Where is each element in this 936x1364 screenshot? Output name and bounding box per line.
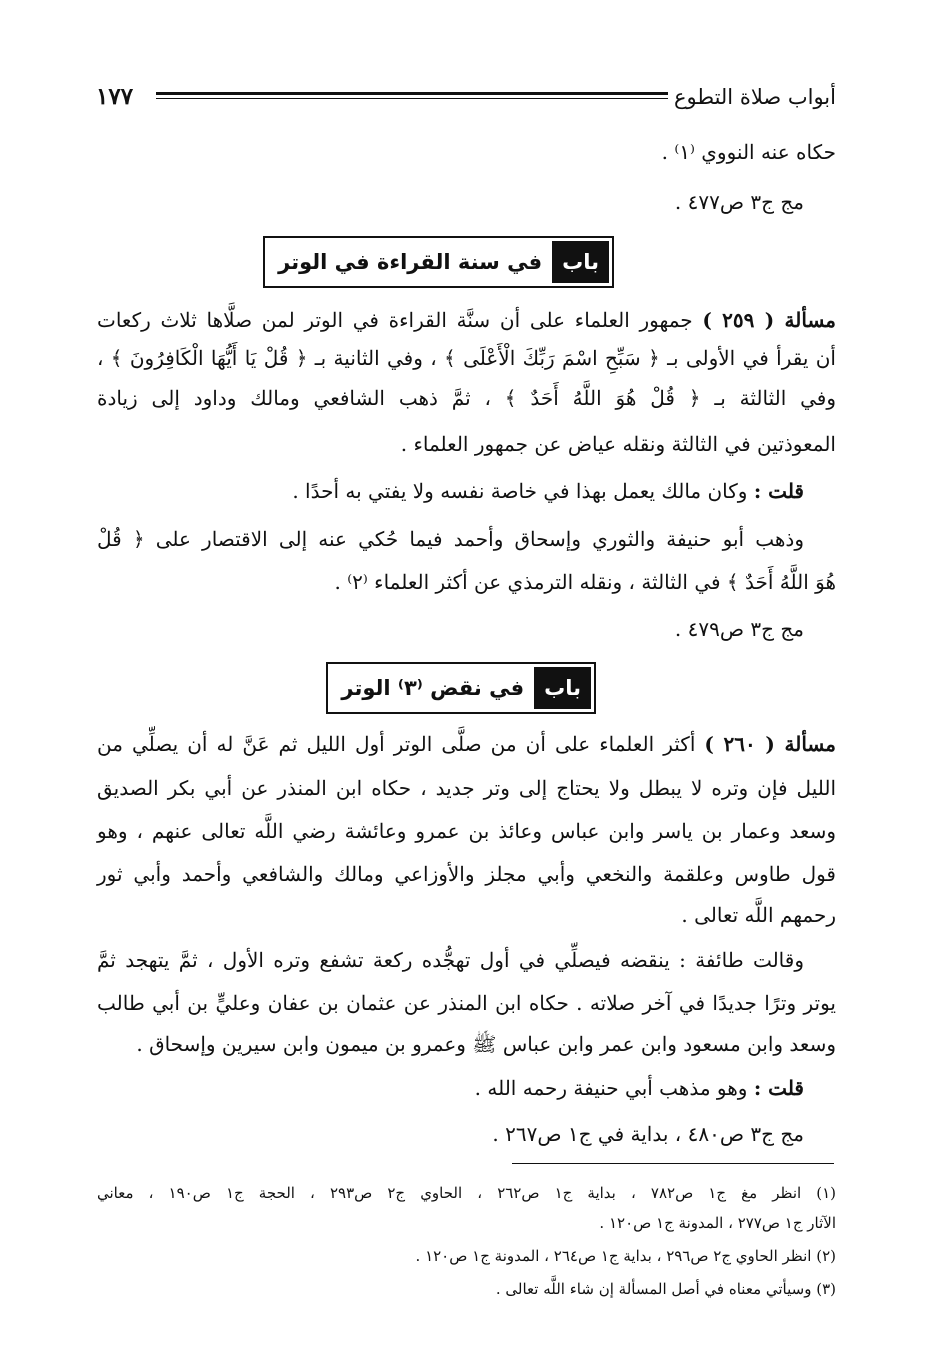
note-paragraph	[475, 1070, 804, 1106]
text-line: وسعد وابن مسعود وابن عمر وابن عباس ﷺ وعمرو بن ميمون وابن سيرين وإسحاق .	[136, 1032, 836, 1056]
text-line: المعوذتين في الثالثة ونقله عياض عن جمهور العلماء .	[400, 432, 836, 456]
paragraph-text: جمهور العلماء على أن سنَّة القراءة في الوتر لمن صلَّاها ثلاث ركعات	[97, 308, 693, 332]
header-title: أبواب صلاة التطوع	[673, 85, 836, 109]
footnote: (٣) وسيأتي معناه في أصل المسألة إن شاء اللَّه تعالى .	[495, 1280, 836, 1298]
text-line: هُوَ اللَّهُ أَحَدٌ ﴾ في الثالثة ، ونقله الترمذي عن أكثر العلماء ⁽٢⁾ .	[334, 570, 836, 594]
masala-label: مسألة ( ٢٥٩ )	[702, 308, 836, 332]
masala-label: مسألة ( ٢٦٠ )	[704, 732, 836, 756]
text-line: رحمهم اللَّه تعالى .	[681, 903, 836, 927]
chapter-heading-box	[326, 662, 596, 714]
text-line: وفي الثالثة بـ ﴿ قُلْ هُوَ اللَّهُ أَحَدٌ ﴾ ، ثمَّ ذهب الشافعي ومالك وداود إلى زيادة	[97, 386, 836, 410]
masala-paragraph	[97, 302, 836, 338]
note-label: قلت :	[753, 479, 804, 503]
text-line: وسعد وعمار بن ياسر وابن عباس وعائذ بن عمرو وعائشة رضي اللَّه تعالى عنهم ، وهو	[97, 819, 836, 843]
footnote-separator	[512, 1163, 834, 1164]
source-reference: مج ج٣ ص٤٨٠ ، بداية في ج١ ص٢٦٧ .	[492, 1122, 804, 1146]
running-header	[96, 82, 836, 112]
text-line: حكاه عنه النووي ⁽١⁾ .	[661, 140, 836, 164]
chapter-title: في نقض ⁽٣⁾ الوتر	[341, 676, 525, 700]
chapter-title: في سنة القراءة في الوتر	[278, 250, 543, 274]
page-number: ١٧٧	[96, 83, 134, 110]
text-line: أن يقرأ في الأولى بـ ﴿ سَبِّحِ اسْمَ رَبِّكَ الْأَعْلَى ﴾ ، وفي الثانية بـ ﴿ قُلْ يَا أَيُّهَا الْكَافِرُونَ ﴾ ،	[97, 346, 836, 370]
paragraph-text: أكثر العلماء على أن من صلَّى الوتر أول الليل ثم عَنَّ له أن يصلِّي من	[97, 732, 696, 756]
footnote: (٢) انظر الحاوي ج٢ ص٢٩٦ ، بداية ج١ ص٢٦٤ ، المدونة ج١ ص١٢٠ .	[415, 1247, 836, 1265]
chapter-heading-box	[263, 236, 614, 288]
note-text: وكان مالك يعمل بهذا في خاصة نفسه ولا يفتي به أحدًا .	[292, 479, 748, 503]
note-text: وهو مذهب أبي حنيفة رحمه الله .	[474, 1076, 748, 1100]
text-line: وقالت طائفة : ينقضه فيصلِّي في أول تهجُّده ركعة تشفع وتره الأول ، ثمَّ يتهجد ثمَّ	[97, 948, 804, 972]
text-line: وذهب أبو حنيفة والثوري وإسحاق وأحمد فيما حُكي عنه إلى الاقتصار على ﴿ قُلْ	[97, 527, 804, 551]
source-reference: مج ج٣ ص٤٧٩ .	[674, 617, 804, 641]
text-line: يوتر وترًا جديدًا في آخر صلاته . حكاه ابن المنذر عن عثمان بن عفان وعليٍّ بن أبي طالب	[97, 991, 836, 1015]
masala-paragraph	[97, 726, 836, 762]
note-paragraph	[292, 473, 804, 509]
text-line: قول طاوس وعلقمة والنخعي وأبي مجلز والأوزاعي ومالك والشافعي وأحمد وأبي ثور	[97, 862, 836, 886]
header-rule	[156, 92, 668, 102]
note-label: قلت :	[753, 1076, 804, 1100]
source-reference: مج ج٣ ص٤٧٧ .	[674, 190, 804, 214]
text-line: الليل فإن وتره لا يبطل ولا يحتاج إلى وتر جديد ، حكاه ابن المنذر عن أبي بكر الصديق	[97, 776, 836, 800]
chapter-label: باب	[534, 667, 591, 709]
chapter-label: باب	[552, 241, 609, 283]
footnote: (١) انظر مغ ج١ ص٧٨٢ ، بداية ج١ ص٢٦٢ ، الحاوي ج٢ ص٢٩٣ ، الحجة ج١ ص١٩٠ ، معاني	[97, 1184, 837, 1202]
footnote: الآثار ج١ ص٢٧٧ ، المدونة ج١ ص١٢٠ .	[599, 1214, 836, 1232]
